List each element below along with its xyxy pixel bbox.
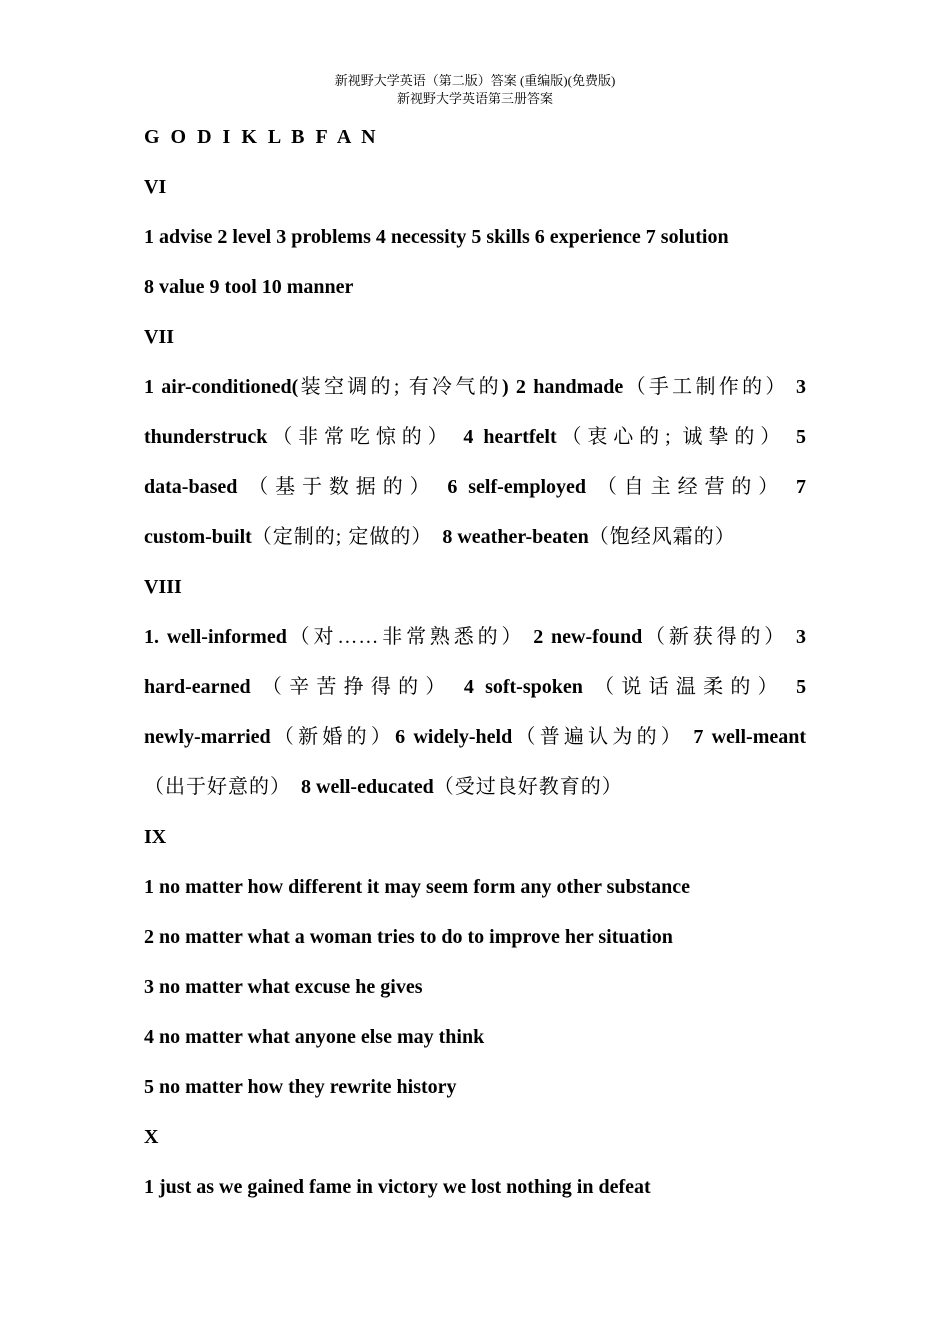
answer-term: 4 soft-spoken: [463, 676, 583, 698]
answer-term: 8 weather-beaten: [442, 526, 589, 548]
section-heading-vii: VII: [144, 326, 175, 348]
answer-term: custom-built: [144, 526, 252, 548]
answer-translation: （辛苦挣得的）: [261, 676, 453, 698]
viii-answers-line: [144, 672, 806, 722]
answer-number: 7: [796, 476, 807, 498]
answer-number: 3: [796, 376, 807, 398]
answer-term: data-based: [144, 476, 238, 498]
answer-translation: （手工制作的）: [623, 376, 789, 398]
section-heading-ix: IX: [144, 826, 167, 848]
answer-term: hard-earned: [144, 676, 251, 698]
answer-translation: （普遍认为的）: [512, 726, 686, 748]
answer-translation: （受过良好教育的）: [433, 776, 623, 798]
ix-answer-item: 3 no matter what excuse he gives: [144, 976, 423, 998]
answer-translation: （对……非常熟悉的）: [286, 626, 526, 648]
answer-term: 1. well-informed: [144, 626, 287, 648]
answer-term: ) 2 handmade: [501, 376, 624, 398]
answer-translation: （衷心的; 诚挚的）: [556, 426, 787, 448]
answer-letters: G O D I K L B F A N: [144, 126, 379, 148]
vii-answers-line: [144, 522, 806, 572]
answer-number: 5: [796, 426, 807, 448]
answer-translation: （非常吃惊的）: [267, 426, 454, 448]
ix-answer-item: 5 no matter how they rewrite history: [144, 1076, 457, 1098]
vii-answers-line: [144, 472, 806, 522]
section-heading-x: X: [144, 1126, 159, 1148]
ix-answer-item: 1 no matter how different it may seem form any other substance: [144, 876, 691, 898]
answer-term: 6 widely-held: [395, 726, 513, 748]
section-heading-vi: VI: [144, 176, 167, 198]
answer-number: 5: [796, 676, 807, 698]
answer-term: 4 heartfelt: [463, 426, 557, 448]
answer-translation: （出于好意的）: [144, 776, 291, 798]
answer-translation: （定制的; 定做的）: [251, 526, 433, 548]
vii-answers-line: [144, 422, 806, 472]
viii-answers-line: [144, 722, 806, 772]
answer-term: 7 well-meant: [693, 726, 807, 748]
answer-translation: （新婚的）: [270, 726, 396, 748]
answer-term: thunderstruck: [144, 426, 268, 448]
vii-answers-line: [144, 372, 806, 422]
answer-content: [144, 122, 806, 1222]
answer-translation: （饱经风霜的）: [588, 526, 736, 548]
answer-translation: 装空调的; 有冷气的: [298, 376, 502, 398]
viii-answers-line: [144, 622, 806, 672]
answer-translation: （基于数据的）: [248, 476, 437, 498]
x-answer-item: 1 just as we gained fame in victory we lost nothing in defeat: [144, 1176, 651, 1198]
answer-term: 1 air-conditioned(: [144, 376, 299, 398]
viii-answers-line: [144, 772, 806, 822]
vi-answers-line: 8 value 9 tool 10 manner: [144, 276, 354, 298]
answer-translation: （新获得的）: [642, 626, 789, 648]
header-title: 新视野大学英语（第二版）答案 (重编版)(免费版): [334, 73, 616, 88]
answer-term: 8 well-educated: [301, 776, 434, 798]
page-header: [0, 72, 950, 108]
ix-answer-item: 2 no matter what a woman tries to do to improve her situation: [144, 926, 673, 948]
section-heading-viii: VIII: [144, 576, 182, 598]
answer-term: 2 new-found: [533, 626, 643, 648]
answer-translation: （说话温柔的）: [594, 676, 785, 698]
header-subtitle: 新视野大学英语第三册答案: [396, 91, 553, 106]
vi-answers-line: 1 advise 2 level 3 problems 4 necessity 5 skills 6 experience 7 solution: [144, 226, 729, 248]
answer-term: newly-married: [144, 726, 271, 748]
answer-translation: （自主经营的）: [596, 476, 786, 498]
ix-answer-item: 4 no matter what anyone else may think: [144, 1026, 485, 1048]
answer-number: 3: [796, 626, 807, 648]
answer-term: 6 self-employed: [447, 476, 587, 498]
